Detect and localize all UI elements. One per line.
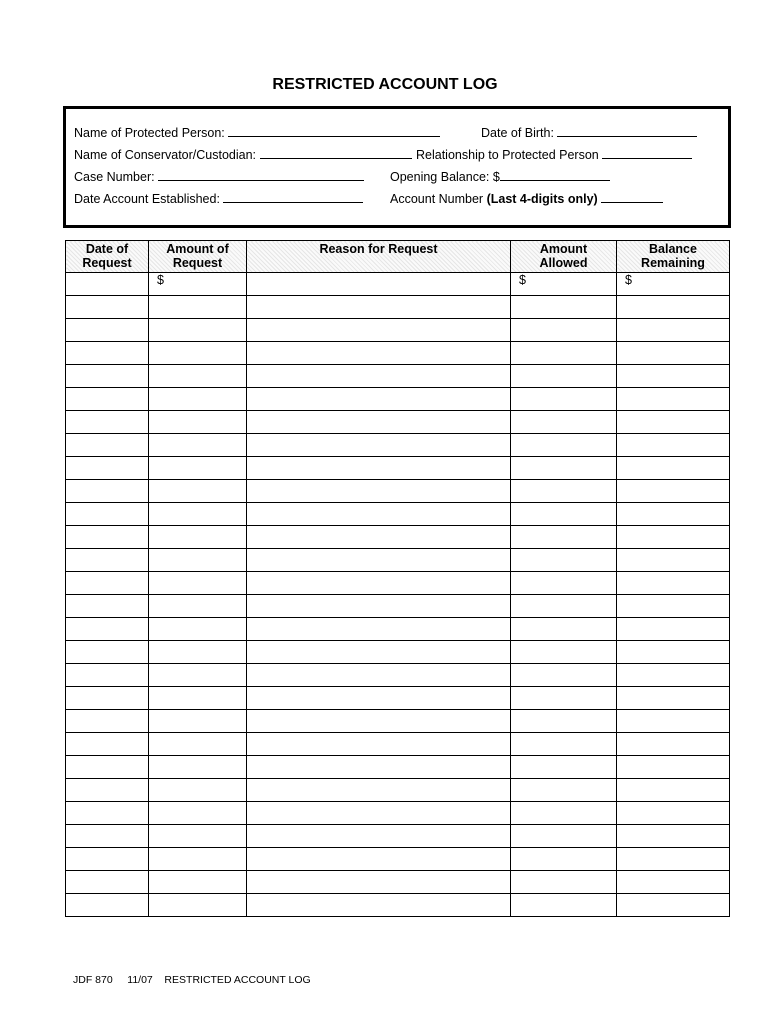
- date-cell[interactable]: [66, 457, 149, 480]
- table-row: [66, 871, 730, 894]
- conservator-field[interactable]: [74, 147, 412, 162]
- form-footer: JDF 870 11/07 RESTRICTED ACCOUNT LOG: [73, 974, 311, 986]
- table-row: [66, 894, 730, 917]
- reason-cell[interactable]: [247, 434, 511, 457]
- balance-cell[interactable]: $: [617, 273, 730, 296]
- date-cell[interactable]: [66, 411, 149, 434]
- table-row: [66, 687, 730, 710]
- relationship-label: Relationship to Protected Person: [416, 148, 599, 162]
- balance-cell[interactable]: [617, 595, 730, 618]
- date-cell[interactable]: [66, 595, 149, 618]
- reason-cell[interactable]: [247, 342, 511, 365]
- table-row: [66, 319, 730, 342]
- balance-cell[interactable]: [617, 756, 730, 779]
- date-cell[interactable]: [66, 664, 149, 687]
- protected-person-input[interactable]: [228, 125, 440, 137]
- amount-requested-cell[interactable]: [149, 710, 247, 733]
- date-of-birth-input[interactable]: [557, 125, 697, 137]
- date-cell[interactable]: [66, 894, 149, 917]
- amount-allowed-cell[interactable]: [511, 319, 617, 342]
- amount-requested-cell[interactable]: [149, 595, 247, 618]
- date-cell[interactable]: [66, 848, 149, 871]
- header-balance-remaining: Balance Remaining: [617, 241, 730, 273]
- reason-cell[interactable]: [247, 273, 511, 296]
- amount-allowed-cell[interactable]: [511, 779, 617, 802]
- reason-cell[interactable]: [247, 457, 511, 480]
- balance-cell[interactable]: [617, 641, 730, 664]
- table-row: [66, 365, 730, 388]
- balance-cell[interactable]: [617, 687, 730, 710]
- balance-cell[interactable]: [617, 871, 730, 894]
- date-cell[interactable]: [66, 503, 149, 526]
- balance-cell[interactable]: [617, 894, 730, 917]
- date-established-input[interactable]: [223, 191, 363, 203]
- header-date-of-request: Date of Request: [66, 241, 149, 273]
- table-row: [66, 848, 730, 871]
- reason-cell[interactable]: [247, 756, 511, 779]
- reason-cell[interactable]: [247, 871, 511, 894]
- amount-allowed-cell[interactable]: [511, 572, 617, 595]
- balance-cell[interactable]: [617, 664, 730, 687]
- date-of-birth-label: Date of Birth:: [481, 126, 554, 140]
- amount-requested-cell[interactable]: [149, 779, 247, 802]
- amount-requested-cell[interactable]: [149, 687, 247, 710]
- account-number-label: Account Number: [390, 192, 484, 206]
- amount-allowed-cell[interactable]: [511, 894, 617, 917]
- amount-requested-cell[interactable]: [149, 756, 247, 779]
- reason-cell[interactable]: [247, 618, 511, 641]
- date-cell[interactable]: [66, 618, 149, 641]
- amount-allowed-cell[interactable]: [511, 871, 617, 894]
- amount-requested-cell[interactable]: [149, 503, 247, 526]
- date-cell[interactable]: [66, 319, 149, 342]
- table-row: [66, 779, 730, 802]
- date-cell[interactable]: [66, 526, 149, 549]
- date-cell[interactable]: [66, 825, 149, 848]
- amount-requested-cell[interactable]: [149, 618, 247, 641]
- balance-cell[interactable]: [617, 365, 730, 388]
- balance-cell[interactable]: [617, 434, 730, 457]
- amount-allowed-cell[interactable]: [511, 526, 617, 549]
- account-number-field[interactable]: [390, 191, 663, 206]
- amount-requested-cell[interactable]: [149, 641, 247, 664]
- date-cell[interactable]: [66, 871, 149, 894]
- reason-cell[interactable]: [247, 549, 511, 572]
- date-cell[interactable]: [66, 549, 149, 572]
- amount-requested-cell[interactable]: [149, 825, 247, 848]
- reason-cell[interactable]: [247, 365, 511, 388]
- amount-allowed-cell[interactable]: [511, 457, 617, 480]
- balance-cell[interactable]: [617, 572, 730, 595]
- date-cell[interactable]: [66, 572, 149, 595]
- balance-cell[interactable]: [617, 825, 730, 848]
- amount-requested-cell[interactable]: [149, 526, 247, 549]
- amount-allowed-cell[interactable]: [511, 296, 617, 319]
- header-reason-for-request: Reason for Request: [247, 241, 511, 273]
- amount-allowed-cell[interactable]: [511, 342, 617, 365]
- reason-cell[interactable]: [247, 411, 511, 434]
- balance-cell[interactable]: [617, 848, 730, 871]
- table-row: [66, 388, 730, 411]
- account-number-note: (Last 4-digits only): [486, 192, 598, 206]
- balance-cell[interactable]: [617, 457, 730, 480]
- date-cell[interactable]: [66, 434, 149, 457]
- table-row: [66, 434, 730, 457]
- amount-allowed-cell[interactable]: [511, 480, 617, 503]
- case-number-label: Case Number:: [74, 170, 155, 184]
- date-established-label: Date Account Established:: [74, 192, 220, 206]
- amount-requested-cell[interactable]: [149, 733, 247, 756]
- amount-allowed-cell[interactable]: [511, 802, 617, 825]
- reason-cell[interactable]: [247, 319, 511, 342]
- amount-requested-cell[interactable]: [149, 434, 247, 457]
- date-cell[interactable]: [66, 710, 149, 733]
- amount-requested-cell[interactable]: [149, 664, 247, 687]
- table-row: [66, 710, 730, 733]
- amount-allowed-cell[interactable]: [511, 618, 617, 641]
- balance-cell[interactable]: [617, 319, 730, 342]
- table-row: [66, 549, 730, 572]
- date-cell[interactable]: [66, 342, 149, 365]
- table-row: [66, 572, 730, 595]
- date-cell[interactable]: [66, 365, 149, 388]
- amount-requested-cell[interactable]: [149, 871, 247, 894]
- date-cell[interactable]: [66, 779, 149, 802]
- amount-requested-cell[interactable]: [149, 411, 247, 434]
- table-row: [66, 526, 730, 549]
- balance-cell[interactable]: [617, 296, 730, 319]
- reason-cell[interactable]: [247, 503, 511, 526]
- amount-requested-cell[interactable]: [149, 549, 247, 572]
- date-cell[interactable]: [66, 687, 149, 710]
- case-number-input[interactable]: [158, 169, 364, 181]
- amount-requested-cell[interactable]: $: [149, 273, 247, 296]
- table-row: [66, 618, 730, 641]
- protected-person-field[interactable]: [74, 125, 440, 140]
- reason-cell[interactable]: [247, 733, 511, 756]
- table-row: [66, 802, 730, 825]
- amount-allowed-cell[interactable]: [511, 641, 617, 664]
- balance-cell[interactable]: [617, 480, 730, 503]
- table-row: [66, 273, 730, 296]
- reason-cell[interactable]: [247, 710, 511, 733]
- amount-requested-cell[interactable]: [149, 572, 247, 595]
- date-cell[interactable]: [66, 388, 149, 411]
- balance-cell[interactable]: [617, 733, 730, 756]
- date-cell[interactable]: [66, 273, 149, 296]
- date-cell[interactable]: [66, 802, 149, 825]
- table-row: [66, 503, 730, 526]
- opening-balance-field[interactable]: [390, 169, 610, 184]
- amount-allowed-cell[interactable]: [511, 733, 617, 756]
- table-row: [66, 342, 730, 365]
- reason-cell[interactable]: [247, 687, 511, 710]
- table-header-row: [66, 241, 730, 273]
- opening-balance-label: Opening Balance: $: [390, 170, 500, 184]
- amount-allowed-cell[interactable]: [511, 710, 617, 733]
- amount-allowed-cell[interactable]: [511, 848, 617, 871]
- table-row: [66, 825, 730, 848]
- balance-cell[interactable]: [617, 388, 730, 411]
- amount-allowed-cell[interactable]: [511, 411, 617, 434]
- amount-requested-cell[interactable]: [149, 319, 247, 342]
- amount-allowed-cell[interactable]: [511, 687, 617, 710]
- page-title: RESTRICTED ACCOUNT LOG: [272, 76, 498, 93]
- date-cell[interactable]: [66, 641, 149, 664]
- table-row: [66, 595, 730, 618]
- amount-allowed-cell[interactable]: [511, 664, 617, 687]
- balance-cell[interactable]: [617, 342, 730, 365]
- reason-cell[interactable]: [247, 664, 511, 687]
- reason-cell[interactable]: [247, 848, 511, 871]
- balance-cell[interactable]: [617, 802, 730, 825]
- date-of-birth-field[interactable]: [481, 125, 697, 140]
- table-row: [66, 641, 730, 664]
- amount-requested-cell[interactable]: [149, 457, 247, 480]
- amount-requested-cell[interactable]: [149, 848, 247, 871]
- balance-cell[interactable]: [617, 526, 730, 549]
- amount-allowed-cell[interactable]: [511, 503, 617, 526]
- header-amount-allowed: Amount Allowed: [511, 241, 617, 273]
- amount-requested-cell[interactable]: [149, 480, 247, 503]
- amount-requested-cell[interactable]: [149, 388, 247, 411]
- amount-requested-cell[interactable]: [149, 802, 247, 825]
- amount-allowed-cell[interactable]: [511, 549, 617, 572]
- account-number-input[interactable]: [601, 191, 663, 203]
- table-row: [66, 296, 730, 319]
- date-cell[interactable]: [66, 480, 149, 503]
- reason-cell[interactable]: [247, 894, 511, 917]
- case-number-field[interactable]: [74, 169, 364, 184]
- table-row: [66, 411, 730, 434]
- reason-cell[interactable]: [247, 641, 511, 664]
- reason-cell[interactable]: [247, 296, 511, 319]
- conservator-label: Name of Conservator/Custodian:: [74, 148, 257, 162]
- balance-cell[interactable]: [617, 411, 730, 434]
- opening-balance-input[interactable]: [500, 169, 610, 181]
- date-cell[interactable]: [66, 733, 149, 756]
- table-row: [66, 756, 730, 779]
- account-info-box: [63, 106, 731, 228]
- reason-cell[interactable]: [247, 526, 511, 549]
- amount-requested-cell[interactable]: [149, 296, 247, 319]
- reason-cell[interactable]: [247, 480, 511, 503]
- amount-allowed-cell[interactable]: [511, 434, 617, 457]
- reason-cell[interactable]: [247, 595, 511, 618]
- balance-cell[interactable]: [617, 503, 730, 526]
- reason-cell[interactable]: [247, 388, 511, 411]
- balance-cell[interactable]: [617, 710, 730, 733]
- amount-allowed-cell[interactable]: [511, 388, 617, 411]
- reason-cell[interactable]: [247, 802, 511, 825]
- amount-allowed-cell[interactable]: $: [511, 273, 617, 296]
- table-row: [66, 664, 730, 687]
- amount-requested-cell[interactable]: [149, 894, 247, 917]
- amount-requested-cell[interactable]: [149, 365, 247, 388]
- date-cell[interactable]: [66, 756, 149, 779]
- protected-person-label: Name of Protected Person:: [74, 126, 225, 140]
- amount-requested-cell[interactable]: [149, 342, 247, 365]
- date-cell[interactable]: [66, 296, 149, 319]
- balance-cell[interactable]: [617, 618, 730, 641]
- date-established-field[interactable]: [74, 191, 363, 206]
- amount-allowed-cell[interactable]: [511, 595, 617, 618]
- table-row: [66, 733, 730, 756]
- conservator-input[interactable]: [260, 147, 412, 159]
- reason-cell[interactable]: [247, 572, 511, 595]
- restricted-account-log-table: [65, 240, 730, 917]
- table-row: [66, 457, 730, 480]
- header-amount-of-request: Amount of Request: [149, 241, 247, 273]
- balance-cell[interactable]: [617, 779, 730, 802]
- table-row: [66, 480, 730, 503]
- amount-allowed-cell[interactable]: [511, 365, 617, 388]
- balance-cell[interactable]: [617, 549, 730, 572]
- reason-cell[interactable]: [247, 825, 511, 848]
- amount-allowed-cell[interactable]: [511, 825, 617, 848]
- amount-allowed-cell[interactable]: [511, 756, 617, 779]
- reason-cell[interactable]: [247, 779, 511, 802]
- relationship-input[interactable]: [602, 147, 692, 159]
- relationship-field[interactable]: [416, 147, 692, 162]
